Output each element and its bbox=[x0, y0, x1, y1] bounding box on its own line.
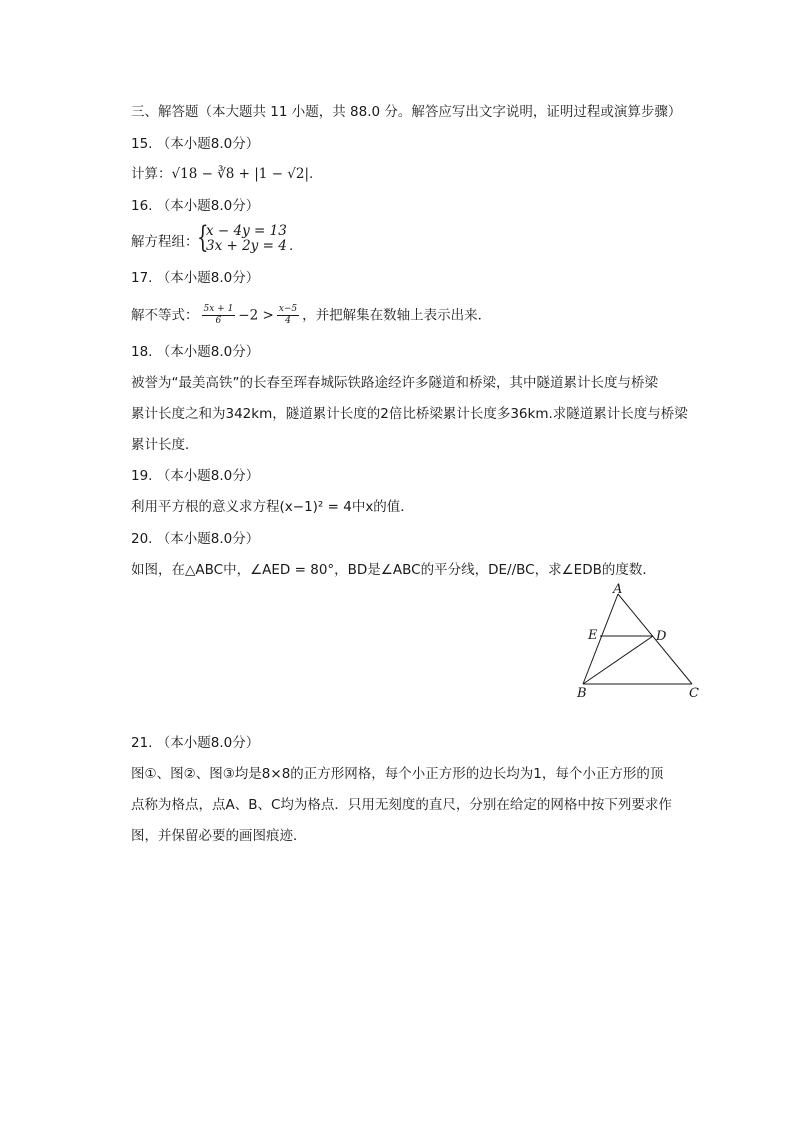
q16-equation-2: 3x + 2y = 4 bbox=[206, 238, 287, 254]
q21-header bbox=[131, 733, 259, 753]
q17-fraction-1-denominator: 6 bbox=[215, 316, 222, 326]
q20-score: （本小题8.0分） bbox=[156, 531, 260, 547]
q17-middle: −2 > bbox=[238, 307, 274, 324]
label-b: B bbox=[577, 686, 587, 700]
q21-line-3: 图，并保留必要的画图痕迹． bbox=[131, 828, 307, 844]
q15-header bbox=[131, 134, 259, 154]
q16-header bbox=[131, 196, 259, 216]
q20-body: 如图，在△ABC中，∠AED = 80°，BD是∠ABC的平分线，DE//BC，求∠EDB的度数． bbox=[131, 562, 656, 578]
q16-prefix: 解方程组： bbox=[131, 234, 199, 250]
q17-fraction-1-numerator: 5x + 1 bbox=[203, 304, 234, 314]
q19-number: 19. bbox=[131, 468, 153, 484]
q15-suffix: . bbox=[309, 166, 314, 182]
brace-icon: { bbox=[197, 220, 209, 255]
q17-fraction-2 bbox=[277, 304, 299, 327]
q21-number: 21. bbox=[131, 735, 153, 751]
q18-line-2: 累计长度之和为342km，隧道累计长度的2倍比桥梁累计长度多36km.求隧道累计长度与桥梁 bbox=[131, 406, 688, 422]
section-title: 三、解答题（本大题共 11 小题，共 88.0 分。解答应写出文字说明，证明过程或演算步骤） bbox=[131, 104, 682, 120]
q19-header bbox=[131, 466, 259, 486]
q17-suffix: ，并把解集在数轴上表示出来． bbox=[302, 307, 492, 324]
q21-score: （本小题8.0分） bbox=[156, 735, 260, 751]
segment-bd bbox=[583, 636, 653, 684]
q15-number: 15. bbox=[131, 136, 153, 152]
q15-prefix: 计算： bbox=[131, 166, 172, 182]
triangle-figure bbox=[570, 580, 710, 700]
q16-number: 16. bbox=[131, 198, 153, 214]
q18-line-3: 累计长度． bbox=[131, 437, 199, 453]
q18-number: 18. bbox=[131, 344, 153, 360]
q21-line-1: 图①、图②、图③均是8×8的正方形网格，每个小正方形的边长均为1，每个小正方形的顶 bbox=[131, 766, 664, 782]
label-d: D bbox=[656, 629, 667, 644]
q15-body bbox=[131, 164, 313, 184]
q16-equation-1: x − 4y = 13 bbox=[206, 223, 287, 239]
q15-score: （本小题8.0分） bbox=[156, 136, 260, 152]
segment-ac bbox=[618, 594, 692, 684]
q15-expression: √18 − ∛8 + |1 − √2| bbox=[171, 166, 310, 182]
q19-score: （本小题8.0分） bbox=[156, 468, 260, 484]
q19-body: 利用平方根的意义求方程(x−1)² = 4中x的值． bbox=[131, 499, 414, 515]
q17-fraction-2-numerator: x−5 bbox=[278, 304, 298, 314]
q17-number: 17. bbox=[131, 270, 153, 286]
q18-line-1: 被誉为“最美高铁”的长春至珲春城际铁路途经许多隧道和桥梁，其中隧道累计长度与桥梁 bbox=[131, 375, 658, 391]
q18-header bbox=[131, 342, 259, 362]
label-e: E bbox=[588, 628, 598, 643]
q17-fraction-1 bbox=[202, 304, 236, 327]
q17-prefix: 解不等式： bbox=[131, 307, 199, 324]
q17-fraction-2-denominator: 4 bbox=[285, 316, 291, 326]
label-c: C bbox=[689, 686, 699, 700]
q17-body bbox=[131, 304, 491, 327]
q18-score: （本小题8.0分） bbox=[156, 344, 260, 360]
q17-header bbox=[131, 268, 259, 288]
q16-suffix: . bbox=[289, 238, 294, 254]
label-a: A bbox=[613, 582, 623, 597]
q17-score: （本小题8.0分） bbox=[156, 270, 260, 286]
q20-header bbox=[131, 529, 259, 549]
q20-number: 20. bbox=[131, 531, 153, 547]
q16-score: （本小题8.0分） bbox=[156, 198, 260, 214]
q21-line-2: 点称为格点，点A、B、C均为格点．只用无刻度的直尺，分别在给定的网格中按下列要求作 bbox=[131, 797, 672, 813]
